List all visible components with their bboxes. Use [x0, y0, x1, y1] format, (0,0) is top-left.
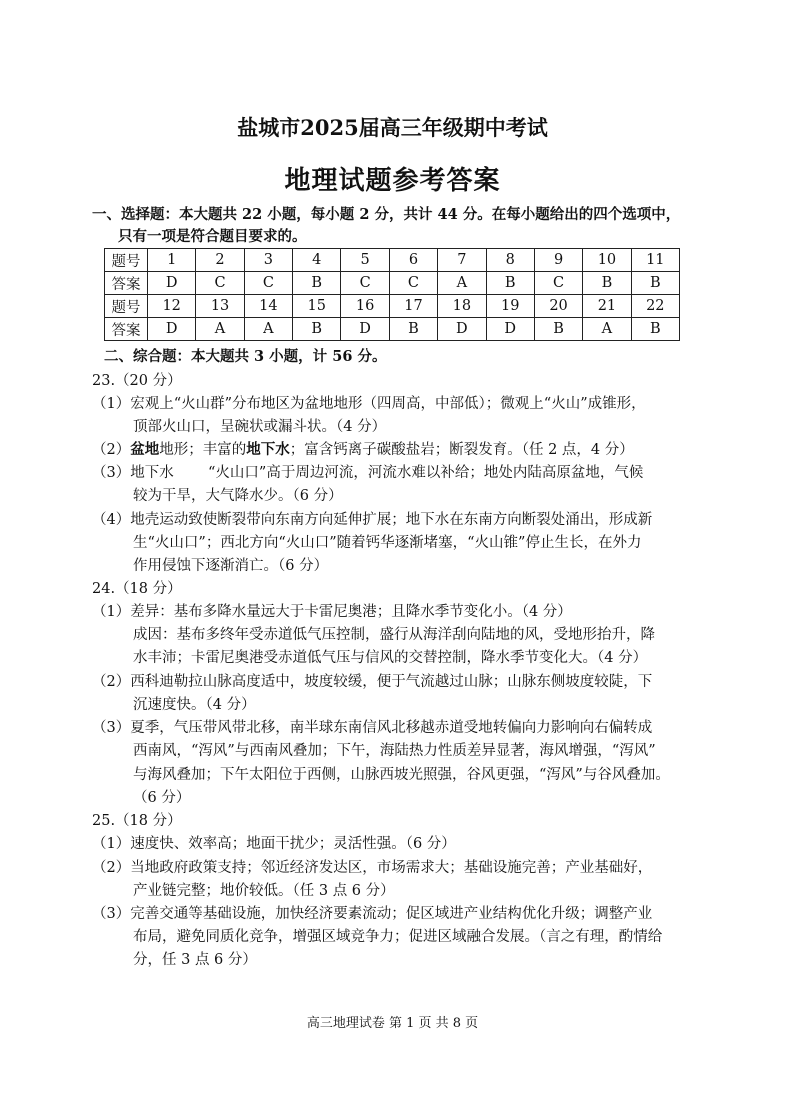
q24-part3-line3: 与海风叠加；下午太阳位于西侧，山脉西坡光照强，谷风更强，“泻风”与谷风叠加。 [133, 767, 670, 783]
question-number: 21 [583, 295, 631, 318]
q25-part3-line2: 布局，避免同质化竞争，增强区域竞争力；促进区域融合发展。（言之有理，酌情给 [133, 929, 663, 945]
answer-cell: C [341, 272, 389, 295]
q23-part2-keyword-groundwater: 地下水 [246, 441, 290, 458]
question-number: 20 [534, 295, 582, 318]
q24-heading: 24.（18 分） [92, 581, 182, 597]
q23-part4-line2: 生“火山口”；西北方向“火山口”随着钙华逐渐堵塞，“火山锥”停止生长，在外力 [133, 535, 642, 551]
answer-cell: C [389, 272, 437, 295]
answer-cell: B [534, 318, 582, 341]
question-number: 3 [244, 249, 292, 272]
answer-cell: A [244, 318, 292, 341]
question-number: 4 [293, 249, 341, 272]
answer-cell: A [583, 318, 631, 341]
answer-cell: B [631, 318, 679, 341]
answer-key-title: 地理试题参考答案 [284, 166, 501, 196]
page-footer: 高三地理试卷 第 1 页 共 8 页 [306, 1016, 479, 1031]
question-number: 5 [341, 249, 389, 272]
q23-part1-line1: （1）宏观上“火山群”分布地区为盆地地形（四周高，中部低）；微观上“火山”成锥形， [92, 396, 646, 412]
q23-part2 [92, 440, 634, 460]
row-label: 答案 [105, 318, 148, 341]
q24-part1-line1: （1）差异：基布多降水量远大于卡雷尼奥港；且降水季节变化小。（4 分） [92, 604, 572, 620]
answer-cell: B [293, 272, 341, 295]
row-label: 答案 [105, 272, 148, 295]
answer-cell: D [438, 318, 486, 341]
answer-table [104, 248, 680, 341]
section1-instructions-line1: 一、选择题：本大题共 22 小题，每小题 2 分，共计 44 分。在每小题给出的四个选项中， [92, 206, 681, 223]
q23-part3-line1a: （3）地下水 [92, 465, 174, 481]
q24-part1-line2: 成因：基布多终年受赤道低气压控制，盛行从海洋刮向陆地的风，受地形抬升，降 [133, 627, 655, 643]
q24-part3-line4: （6 分） [133, 790, 191, 806]
answer-cell: B [631, 272, 679, 295]
question-number-row-1 [105, 249, 680, 272]
question-number: 22 [631, 295, 679, 318]
q23-part2-text1: 地形；丰富的 [159, 442, 247, 458]
q24-part3-line2: 西南风，“泻风”与西南风叠加；下午，海陆热力性质差异显著，海风增强，“泻风” [133, 743, 656, 759]
answer-cell: C [244, 272, 292, 295]
answer-cell: D [148, 318, 196, 341]
q23-part4-line1: （4）地壳运动致使断裂带向东南方向延伸扩展；地下水在东南方向断裂处涌出，形成新 [92, 512, 653, 528]
q25-part2-line2: 产业链完整；地价较低。（任 3 点 6 分） [133, 883, 395, 899]
exam-title: 盐城市2025届高三年级期中考试 [237, 115, 548, 140]
q23-heading: 23.（20 分） [92, 373, 182, 389]
answer-cell: B [583, 272, 631, 295]
question-number: 6 [389, 249, 437, 272]
q23-part1-line2: 顶部火山口，呈碗状或漏斗状。（4 分） [133, 419, 387, 435]
answer-row-1 [105, 272, 680, 295]
answer-cell: B [389, 318, 437, 341]
answer-cell: D [486, 318, 534, 341]
q23-part2-prefix: （2） [92, 442, 131, 458]
question-number: 7 [438, 249, 486, 272]
question-number: 18 [438, 295, 486, 318]
answer-cell: A [196, 318, 244, 341]
q23-part2-keyword-basin: 盆地 [130, 441, 160, 458]
question-number: 19 [486, 295, 534, 318]
question-number: 14 [244, 295, 292, 318]
row-label: 题号 [105, 295, 148, 318]
answer-cell: D [341, 318, 389, 341]
q25-part3-line3: 分，任 3 点 6 分） [133, 952, 257, 968]
answer-cell: D [148, 272, 196, 295]
question-number: 10 [583, 249, 631, 272]
question-number: 17 [389, 295, 437, 318]
q25-part3-line1: （3）完善交通等基础设施，加快经济要素流动；促区域进产业结构优化升级；调整产业 [92, 906, 653, 922]
question-number: 11 [631, 249, 679, 272]
question-number: 16 [341, 295, 389, 318]
q23-part4-line3: 作用侵蚀下逐渐消亡。（6 分） [133, 558, 329, 574]
q24-part2-line1: （2）西科迪勒拉山脉高度适中，坡度较缓，便于气流越过山脉；山脉东侧坡度较陡，下 [92, 674, 653, 690]
question-number: 1 [148, 249, 196, 272]
question-number-row-2 [105, 295, 680, 318]
section1-instructions-line2: 只有一项是符合题目要求的。 [118, 228, 307, 245]
q24-part2-line2: 沉速度快。（4 分） [133, 697, 256, 713]
question-number: 13 [196, 295, 244, 318]
q25-part2-line1: （2）当地政府政策支持；邻近经济发达区，市场需求大；基础设施完善；产业基础好， [92, 860, 653, 876]
answer-cell: B [293, 318, 341, 341]
q23-part2-text2: ；富含钙离子碳酸盐岩；断裂发育。（任 2 点，4 分） [289, 442, 634, 458]
question-number: 15 [293, 295, 341, 318]
q25-part1: （1）速度快、效率高；地面干扰少；灵活性强。（6 分） [92, 836, 456, 852]
q23-part3-line2: 较为干旱，大气降水少。（6 分） [133, 488, 343, 504]
question-number: 12 [148, 295, 196, 318]
answer-cell: C [534, 272, 582, 295]
answer-cell: C [196, 272, 244, 295]
q24-part3-line1: （3）夏季，气压带风带北移，南半球东南信风北移越赤道受地转偏向力影响向右偏转成 [92, 720, 653, 736]
answer-cell: A [438, 272, 486, 295]
section2-instructions: 二、综合题：本大题共 3 小题，计 56 分。 [104, 348, 387, 365]
row-label: 题号 [105, 249, 148, 272]
q23-part3-line1b: “火山口”高于周边河流，河流水难以补给；地处内陆高原盆地，气候 [208, 465, 644, 481]
q25-heading: 25.（18 分） [92, 813, 182, 829]
answer-row-2 [105, 318, 680, 341]
answer-cell: B [486, 272, 534, 295]
q24-part1-line3: 水丰沛；卡雷尼奥港受赤道低气压与信风的交替控制，降水季节变化大。（4 分） [133, 650, 648, 666]
question-number: 2 [196, 249, 244, 272]
question-number: 9 [534, 249, 582, 272]
question-number: 8 [486, 249, 534, 272]
